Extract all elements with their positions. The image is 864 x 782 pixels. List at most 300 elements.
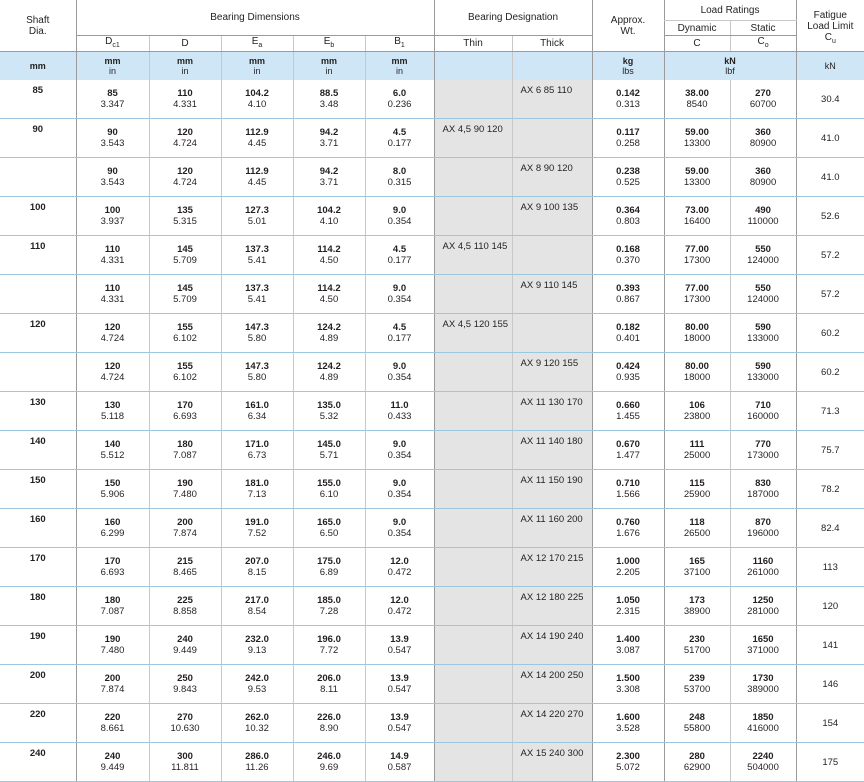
cell-wt: [592, 236, 664, 275]
cell-b1-in: 0.236: [387, 99, 412, 110]
cell-d: [149, 587, 221, 626]
cell-wt-mm: 1.000: [616, 556, 640, 567]
cell-fatigue: 57.2: [796, 275, 864, 314]
header-static: Static: [730, 21, 796, 36]
cell-static: [730, 158, 796, 197]
cell-wt: [592, 509, 664, 548]
cell-dynamic: [664, 314, 730, 353]
cell-dc1: [76, 275, 149, 314]
cell-eb-in: 6.10: [319, 489, 339, 500]
cell-d: [149, 743, 221, 782]
cell-b1: [365, 392, 434, 431]
col-d: D: [149, 36, 221, 52]
cell-wt-mm: 1.050: [616, 595, 640, 606]
cell-shaft: 180: [0, 587, 76, 626]
cell-thick: [512, 236, 592, 275]
cell-ea-mm: 147.3: [245, 361, 269, 372]
cell-thin: [434, 626, 512, 665]
cell-b1-mm: 12.0: [390, 595, 409, 606]
cell-d: [149, 80, 221, 119]
cell-d-mm: 155: [177, 322, 193, 333]
cell-shaft: 85: [0, 80, 76, 119]
cell-b1-in: 0.354: [387, 294, 412, 305]
cell-d-in: 8.465: [173, 567, 197, 578]
cell-dc1-in: 8.661: [100, 723, 125, 734]
cell-b1-in: 0.472: [387, 567, 412, 578]
cell-d-mm: 300: [177, 751, 193, 762]
cell-d-mm: 250: [177, 673, 193, 684]
cell-wt-mm: 0.182: [616, 322, 640, 333]
cell-static-mm: 1650: [752, 634, 774, 645]
cell-wt: [592, 665, 664, 704]
cell-eb-in: 7.28: [319, 606, 339, 617]
cell-dc1-in: 3.543: [100, 138, 125, 149]
cell-static: [730, 548, 796, 587]
cell-fatigue: 30.4: [796, 80, 864, 119]
cell-fatigue: 82.4: [796, 509, 864, 548]
cell-d-in: 4.331: [173, 99, 197, 110]
cell-b1: [365, 80, 434, 119]
cell-wt-in: 3.087: [616, 645, 640, 656]
cell-d: [149, 392, 221, 431]
cell-static-in: 187000: [747, 489, 779, 500]
cell-dc1-in: 6.299: [100, 528, 125, 539]
cell-static-mm: 1730: [752, 673, 774, 684]
cell-static-in: 124000: [747, 294, 779, 305]
cell-shaft: 120: [0, 314, 76, 353]
cell-b1-in: 0.354: [387, 528, 412, 539]
cell-ea-in: 6.73: [247, 450, 267, 461]
cell-b1: [365, 665, 434, 704]
cell-shaft: 140: [0, 431, 76, 470]
cell-ea-in: 7.52: [247, 528, 267, 539]
cell-b1: [365, 431, 434, 470]
table-row: [0, 626, 864, 665]
cell-eb-in: 4.10: [319, 216, 339, 227]
cell-b1-in: 0.354: [387, 216, 412, 227]
cell-ea-mm: 161.0: [245, 400, 269, 411]
cell-eb-in: 6.89: [319, 567, 339, 578]
cell-eb-mm: 124.2: [317, 361, 341, 372]
cell-thick: AX 11 140 180: [512, 431, 592, 470]
cell-static: [730, 236, 796, 275]
cell-d-in: 6.102: [173, 372, 197, 383]
cell-b1-mm: 11.0: [390, 400, 409, 411]
table-row: [0, 431, 864, 470]
cell-dc1-mm: 240: [104, 751, 121, 762]
cell-static: [730, 431, 796, 470]
cell-b1-in: 0.354: [387, 372, 412, 383]
cell-dynamic-mm: 77.00: [685, 283, 709, 294]
cell-d-mm: 180: [177, 439, 193, 450]
cell-dc1-in: 7.480: [100, 645, 125, 656]
cell-ea-in: 6.34: [247, 411, 267, 422]
cell-eb: [293, 743, 365, 782]
cell-fatigue: 52.6: [796, 197, 864, 236]
cell-b1-in: 0.547: [387, 684, 412, 695]
cell-static-mm: 770: [755, 439, 771, 450]
cell-ea: [221, 509, 293, 548]
table-row: [0, 509, 864, 548]
col-b1: $B_1$: [365, 36, 434, 52]
cell-fatigue: 41.0: [796, 158, 864, 197]
cell-dynamic: [664, 275, 730, 314]
cell-b1: [365, 197, 434, 236]
cell-fatigue: 146: [796, 665, 864, 704]
cell-d: [149, 509, 221, 548]
cell-shaft: 240: [0, 743, 76, 782]
cell-dynamic-mm: 280: [689, 751, 705, 762]
cell-thick: AX 9 120 155: [512, 353, 592, 392]
cell-eb-mm: 206.0: [317, 673, 341, 684]
cell-d: [149, 548, 221, 587]
cell-thick: AX 8 90 120: [512, 158, 592, 197]
cell-dc1: [76, 587, 149, 626]
cell-b1-in: 0.315: [387, 177, 412, 188]
cell-wt-in: 0.525: [616, 177, 640, 188]
cell-thick: AX 14 190 240: [512, 626, 592, 665]
cell-d-in: 5.315: [173, 216, 197, 227]
cell-static-in: 110000: [747, 216, 779, 227]
cell-ea-mm: 262.0: [245, 712, 269, 723]
unit-shaft: mm: [0, 52, 76, 81]
cell-eb: [293, 392, 365, 431]
cell-dc1-mm: 120: [104, 361, 121, 372]
cell-ea-mm: 147.3: [245, 322, 269, 333]
cell-eb-in: 6.50: [319, 528, 339, 539]
cell-static: [730, 353, 796, 392]
cell-static-in: 80900: [749, 138, 777, 149]
cell-b1-mm: 9.0: [392, 205, 407, 216]
cell-static-in: 416000: [747, 723, 779, 734]
table-row: [0, 197, 864, 236]
cell-b1: [365, 470, 434, 509]
cell-wt-mm: 0.424: [616, 361, 640, 372]
unit-dc1: mm in: [76, 52, 149, 81]
cell-wt: [592, 587, 664, 626]
table-row: [0, 353, 864, 392]
cell-wt: [592, 704, 664, 743]
cell-d: [149, 470, 221, 509]
cell-thin: [434, 80, 512, 119]
cell-dc1-mm: 120: [104, 322, 121, 333]
cell-thin: AX 4,5 120 155: [434, 314, 512, 353]
cell-shaft: 220: [0, 704, 76, 743]
cell-d-in: 5.709: [173, 294, 197, 305]
col-eb: $E_b$: [293, 36, 365, 52]
cell-eb-in: 9.69: [319, 762, 339, 773]
cell-static-mm: 360: [755, 166, 771, 177]
cell-ea: [221, 275, 293, 314]
cell-dc1-mm: 180: [104, 595, 121, 606]
cell-static-mm: 710: [755, 400, 771, 411]
cell-d: [149, 236, 221, 275]
cell-ea: [221, 470, 293, 509]
cell-b1-mm: 9.0: [392, 439, 407, 450]
cell-dynamic-in: 26500: [683, 528, 711, 539]
cell-static: [730, 509, 796, 548]
cell-dynamic: [664, 236, 730, 275]
unit-load: kN lbf: [664, 52, 796, 81]
cell-thin: [434, 353, 512, 392]
cell-ea-mm: 137.3: [245, 244, 269, 255]
cell-d-mm: 240: [177, 634, 193, 645]
cell-dc1: [76, 704, 149, 743]
header-approx-wt: Approx. Wt.: [592, 0, 664, 52]
cell-static-mm: 870: [755, 517, 771, 528]
cell-b1-mm: 4.5: [392, 127, 407, 138]
cell-eb-in: 5.32: [319, 411, 339, 422]
cell-shaft: [0, 275, 76, 314]
cell-dynamic-in: 53700: [683, 684, 711, 695]
fatigue-symbol: $C_u$: [824, 32, 836, 45]
cell-b1-in: 0.177: [387, 255, 412, 266]
cell-d-in: 7.087: [173, 450, 197, 461]
cell-b1-in: 0.587: [387, 762, 412, 773]
cell-dynamic: [664, 470, 730, 509]
cell-static-in: 281000: [747, 606, 779, 617]
cell-dc1-mm: 130: [104, 400, 121, 411]
cell-wt: [592, 431, 664, 470]
cell-eb-mm: 185.0: [317, 595, 341, 606]
cell-ea-in: 11.26: [245, 762, 269, 773]
cell-static: [730, 197, 796, 236]
cell-shaft: 130: [0, 392, 76, 431]
cell-eb-in: 8.11: [320, 684, 338, 695]
cell-static-mm: 830: [755, 478, 771, 489]
cell-static: [730, 119, 796, 158]
cell-dc1-in: 3.543: [100, 177, 125, 188]
cell-dynamic: [664, 158, 730, 197]
cell-b1: [365, 509, 434, 548]
cell-eb-mm: 226.0: [317, 712, 341, 723]
cell-wt-mm: 0.168: [616, 244, 640, 255]
cell-wt-in: 1.566: [616, 489, 640, 500]
cell-wt-in: 3.528: [616, 723, 640, 734]
cell-dc1-in: 7.874: [100, 684, 125, 695]
cell-dc1: [76, 665, 149, 704]
cell-dynamic-mm: 80.00: [685, 361, 709, 372]
cell-b1-mm: 8.0: [392, 166, 407, 177]
cell-dc1: [76, 314, 149, 353]
cell-thick: AX 12 180 225: [512, 587, 592, 626]
cell-b1-in: 0.547: [387, 645, 412, 656]
cell-static: [730, 80, 796, 119]
cell-d-mm: 110: [177, 88, 193, 99]
cell-eb-mm: 165.0: [317, 517, 341, 528]
cell-dynamic-in: 13300: [683, 138, 711, 149]
cell-shaft: 200: [0, 665, 76, 704]
cell-b1-mm: 6.0: [392, 88, 407, 99]
cell-eb-in: 3.71: [319, 177, 339, 188]
header-load-ratings: Load Ratings: [664, 0, 796, 21]
cell-thick: AX 6 85 110: [512, 80, 592, 119]
cell-d-mm: 270: [177, 712, 193, 723]
cell-b1: [365, 548, 434, 587]
header-bearing-designation: Bearing Designation: [434, 0, 592, 36]
cell-ea-in: 8.15: [247, 567, 267, 578]
cell-b1: [365, 236, 434, 275]
cell-ea: [221, 431, 293, 470]
cell-wt: [592, 392, 664, 431]
cell-d: [149, 704, 221, 743]
cell-thin: [434, 704, 512, 743]
cell-b1: [365, 353, 434, 392]
cell-dynamic-mm: 248: [689, 712, 705, 723]
cell-wt-mm: 2.300: [616, 751, 640, 762]
cell-static: [730, 704, 796, 743]
cell-dc1: [76, 470, 149, 509]
unit-eb: mm in: [293, 52, 365, 81]
cell-dynamic-mm: 77.00: [685, 244, 709, 255]
cell-ea: [221, 704, 293, 743]
cell-ea-mm: 232.0: [245, 634, 269, 645]
unit-b1: mm in: [365, 52, 434, 81]
table-row: [0, 470, 864, 509]
cell-static: [730, 314, 796, 353]
table-row: [0, 704, 864, 743]
cell-ea-in: 10.32: [245, 723, 269, 734]
cell-eb: [293, 665, 365, 704]
cell-static: [730, 587, 796, 626]
cell-d-mm: 145: [177, 283, 193, 294]
table-row: [0, 587, 864, 626]
cell-dynamic-in: 38900: [683, 606, 711, 617]
cell-dc1-in: 4.724: [100, 333, 125, 344]
cell-d-mm: 170: [177, 400, 193, 411]
cell-eb: [293, 80, 365, 119]
table-row: [0, 743, 864, 782]
cell-eb: [293, 236, 365, 275]
cell-eb: [293, 353, 365, 392]
cell-thick: AX 9 100 135: [512, 197, 592, 236]
cell-fatigue: 60.2: [796, 314, 864, 353]
cell-dc1-mm: 160: [104, 517, 121, 528]
cell-fatigue: 113: [796, 548, 864, 587]
cell-wt: [592, 548, 664, 587]
cell-d-in: 4.724: [173, 177, 197, 188]
cell-wt-in: 0.803: [616, 216, 640, 227]
cell-dynamic: [664, 119, 730, 158]
cell-eb-in: 4.50: [319, 294, 339, 305]
cell-dynamic-in: 25000: [683, 450, 711, 461]
col-c: C: [664, 36, 730, 52]
cell-dynamic-mm: 115: [689, 478, 705, 489]
cell-shaft: [0, 158, 76, 197]
cell-static-mm: 550: [755, 283, 771, 294]
cell-thin: [434, 158, 512, 197]
col-thin: Thin: [434, 36, 512, 52]
cell-eb-mm: 94.2: [319, 166, 339, 177]
cell-dynamic: [664, 431, 730, 470]
cell-dynamic-in: 51700: [683, 645, 711, 656]
cell-fatigue: 154: [796, 704, 864, 743]
cell-wt-in: 1.477: [616, 450, 640, 461]
cell-d: [149, 431, 221, 470]
cell-b1-in: 0.472: [387, 606, 412, 617]
cell-eb-mm: 94.2: [319, 127, 339, 138]
cell-d-mm: 120: [177, 127, 193, 138]
cell-dynamic: [664, 548, 730, 587]
cell-dc1-mm: 110: [104, 283, 121, 294]
cell-shaft: 150: [0, 470, 76, 509]
cell-dc1-mm: 220: [104, 712, 121, 723]
cell-b1: [365, 314, 434, 353]
cell-d-mm: 120: [177, 166, 193, 177]
cell-thin: [434, 431, 512, 470]
cell-dc1: [76, 509, 149, 548]
cell-eb-in: 4.89: [319, 333, 339, 344]
cell-eb-in: 3.48: [319, 99, 339, 110]
cell-wt-in: 0.313: [616, 99, 640, 110]
cell-dc1-in: 4.724: [100, 372, 125, 383]
cell-thick: AX 9 110 145: [512, 275, 592, 314]
cell-thin: [434, 275, 512, 314]
cell-wt-in: 1.455: [616, 411, 640, 422]
cell-static-in: 261000: [747, 567, 779, 578]
cell-eb-mm: 88.5: [319, 88, 339, 99]
cell-static-in: 60700: [749, 99, 777, 110]
cell-thin: [434, 509, 512, 548]
cell-dynamic-mm: 111: [689, 439, 705, 450]
table-row: [0, 314, 864, 353]
cell-wt-in: 0.370: [616, 255, 640, 266]
cell-static-in: 389000: [747, 684, 779, 695]
cell-wt-in: 2.315: [616, 606, 640, 617]
cell-ea-in: 5.80: [247, 372, 267, 383]
cell-ea-in: 4.10: [247, 99, 267, 110]
cell-dc1: [76, 158, 149, 197]
cell-static-mm: 590: [755, 361, 771, 372]
cell-b1: [365, 587, 434, 626]
cell-static-mm: 270: [755, 88, 771, 99]
cell-ea-mm: 112.9: [245, 127, 269, 138]
cell-dc1: [76, 119, 149, 158]
cell-wt: [592, 470, 664, 509]
cell-wt-mm: 0.710: [616, 478, 640, 489]
cell-dynamic: [664, 704, 730, 743]
cell-eb-mm: 155.0: [317, 478, 341, 489]
cell-eb: [293, 197, 365, 236]
cell-d-in: 8.858: [173, 606, 197, 617]
cell-d: [149, 158, 221, 197]
cell-b1-mm: 4.5: [392, 322, 407, 333]
cell-dynamic-in: 17300: [683, 294, 711, 305]
cell-dc1: [76, 353, 149, 392]
table-row: [0, 119, 864, 158]
cell-b1-mm: 13.9: [390, 673, 409, 684]
cell-eb-mm: 145.0: [317, 439, 341, 450]
table-row: [0, 665, 864, 704]
table-row: [0, 158, 864, 197]
unit-fatigue: kN: [796, 52, 864, 81]
cell-b1-mm: 13.9: [390, 634, 409, 645]
cell-d-in: 9.449: [173, 645, 197, 656]
cell-wt-mm: 0.670: [616, 439, 640, 450]
cell-ea: [221, 236, 293, 275]
cell-dynamic: [664, 197, 730, 236]
units-row: [0, 52, 864, 81]
cell-dc1-in: 4.331: [100, 255, 125, 266]
cell-ea-mm: 137.3: [245, 283, 269, 294]
cell-static-mm: 360: [755, 127, 771, 138]
cell-thick: AX 14 220 270: [512, 704, 592, 743]
cell-dynamic-in: 13300: [683, 177, 711, 188]
table-row: [0, 392, 864, 431]
cell-thin: [434, 392, 512, 431]
cell-wt: [592, 197, 664, 236]
table-row: [0, 548, 864, 587]
